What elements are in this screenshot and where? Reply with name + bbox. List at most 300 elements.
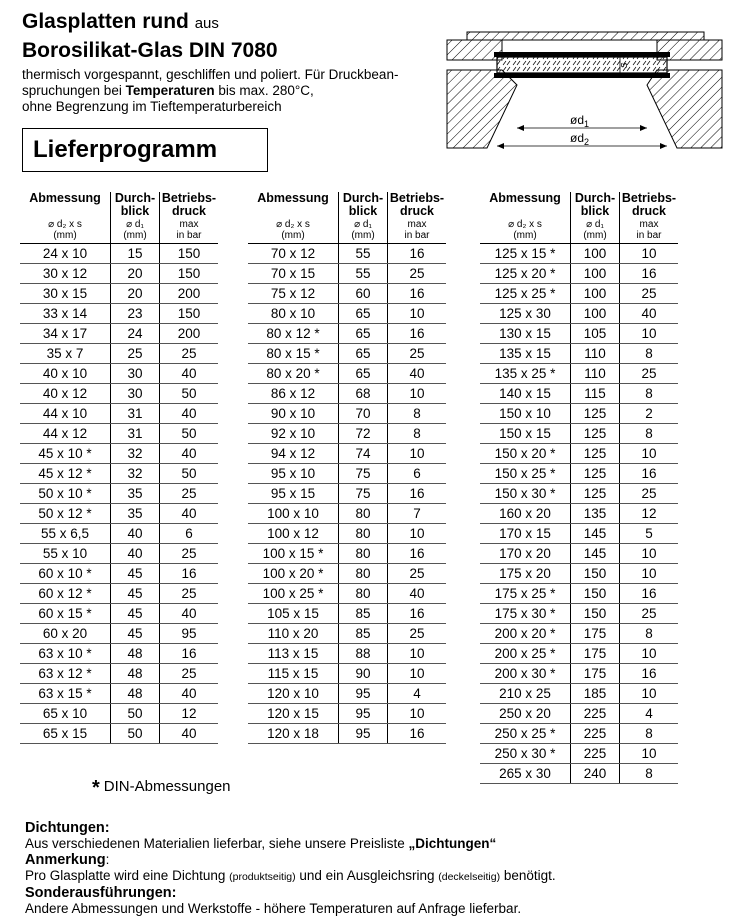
cell-betriebsdruck: 7 bbox=[388, 504, 447, 524]
cell-betriebsdruck: 10 bbox=[620, 644, 679, 664]
table-row bbox=[480, 244, 678, 264]
cell-betriebsdruck: 8 bbox=[620, 764, 679, 784]
col-header-druck-b: druck bbox=[171, 204, 207, 218]
cell-betriebsdruck: 40 bbox=[620, 304, 679, 324]
cell-abmessung: 55 x 10 bbox=[20, 544, 111, 564]
unit-d1-a: ⌀ d₁ bbox=[354, 219, 372, 230]
table-row bbox=[480, 464, 678, 484]
table-row bbox=[480, 324, 678, 344]
cell-abmessung: 100 x 20 * bbox=[248, 564, 339, 584]
cell-durchblick: 80 bbox=[339, 584, 388, 604]
table-row bbox=[20, 424, 218, 444]
table-row bbox=[480, 524, 678, 544]
dichtungen-body: Aus verschiedenen Materialien lieferbar, siehe unsere Preisliste bbox=[25, 836, 409, 851]
technical-drawing bbox=[442, 30, 727, 160]
cell-durchblick: 145 bbox=[571, 544, 620, 564]
cell-durchblick: 175 bbox=[571, 624, 620, 644]
col-header-durchblick-b: blick bbox=[348, 204, 378, 218]
cell-durchblick: 80 bbox=[339, 504, 388, 524]
cell-durchblick: 150 bbox=[571, 604, 620, 624]
cell-betriebsdruck: 6 bbox=[388, 464, 447, 484]
cell-durchblick: 65 bbox=[339, 324, 388, 344]
unit-max-bar-b: in bar bbox=[176, 230, 202, 241]
unit-d2-s-a: ⌀ d₂ x s bbox=[48, 219, 82, 230]
cell-abmessung: 33 x 14 bbox=[20, 304, 111, 324]
cell-abmessung: 45 x 12 * bbox=[20, 464, 111, 484]
cell-betriebsdruck: 10 bbox=[620, 544, 679, 564]
table-row bbox=[248, 324, 446, 344]
cell-durchblick: 175 bbox=[571, 644, 620, 664]
cell-betriebsdruck: 40 bbox=[160, 604, 219, 624]
table-row bbox=[480, 424, 678, 444]
cell-betriebsdruck: 25 bbox=[620, 364, 679, 384]
cell-betriebsdruck: 8 bbox=[620, 624, 679, 644]
intro-line-1: thermisch vorgespannt, geschliffen und poliert. Für Druckbean- bbox=[22, 67, 399, 82]
table-row bbox=[248, 304, 446, 324]
cell-durchblick: 125 bbox=[571, 464, 620, 484]
col-header-durchblick-a: Durch- bbox=[114, 191, 156, 205]
cell-abmessung: 40 x 12 bbox=[20, 384, 111, 404]
cell-betriebsdruck: 25 bbox=[160, 584, 219, 604]
table-row bbox=[480, 624, 678, 644]
cell-durchblick: 35 bbox=[111, 484, 160, 504]
cell-durchblick: 65 bbox=[339, 304, 388, 324]
intro-temperature-bold: Temperaturen bbox=[125, 83, 215, 98]
anmerkung-heading bbox=[25, 852, 725, 868]
cell-betriebsdruck: 6 bbox=[160, 524, 219, 544]
cell-durchblick: 88 bbox=[339, 644, 388, 664]
cell-durchblick: 48 bbox=[111, 644, 160, 664]
cell-betriebsdruck: 150 bbox=[160, 304, 219, 324]
table-header-row bbox=[480, 192, 678, 218]
cell-durchblick: 125 bbox=[571, 444, 620, 464]
cell-abmessung: 150 x 20 * bbox=[480, 444, 571, 464]
col-header-druck-b: druck bbox=[399, 204, 435, 218]
cell-abmessung: 250 x 20 bbox=[480, 704, 571, 724]
unit-d2-s-a: ⌀ d₂ x s bbox=[508, 219, 542, 230]
table-row bbox=[480, 284, 678, 304]
page-title bbox=[22, 10, 219, 34]
cell-betriebsdruck: 10 bbox=[388, 384, 447, 404]
table-row bbox=[20, 604, 218, 624]
cell-durchblick: 65 bbox=[339, 364, 388, 384]
table-row bbox=[480, 264, 678, 284]
table-row bbox=[20, 344, 218, 364]
cell-abmessung: 115 x 15 bbox=[248, 664, 339, 684]
cell-durchblick: 150 bbox=[571, 564, 620, 584]
table-row bbox=[20, 384, 218, 404]
table-row bbox=[480, 384, 678, 404]
table-row bbox=[480, 604, 678, 624]
cell-durchblick: 150 bbox=[571, 584, 620, 604]
table-row bbox=[20, 644, 218, 664]
cell-betriebsdruck: 16 bbox=[620, 664, 679, 684]
cell-betriebsdruck: 25 bbox=[388, 564, 447, 584]
page-subtitle: Borosilikat-Glas DIN 7080 bbox=[22, 39, 278, 62]
cell-abmessung: 210 x 25 bbox=[480, 684, 571, 704]
cell-durchblick: 55 bbox=[339, 244, 388, 264]
table-row bbox=[480, 364, 678, 384]
table-row bbox=[248, 424, 446, 444]
cell-betriebsdruck: 10 bbox=[620, 444, 679, 464]
cell-durchblick: 100 bbox=[571, 284, 620, 304]
table-row bbox=[480, 344, 678, 364]
cell-abmessung: 44 x 12 bbox=[20, 424, 111, 444]
cell-abmessung: 265 x 30 bbox=[480, 764, 571, 784]
cell-durchblick: 115 bbox=[571, 384, 620, 404]
lieferprogramm-box: Lieferprogramm bbox=[22, 128, 268, 172]
cell-betriebsdruck: 16 bbox=[388, 544, 447, 564]
table-row bbox=[248, 564, 446, 584]
unit-d1-a: ⌀ d₁ bbox=[126, 219, 144, 230]
unit-max-bar-b: in bar bbox=[636, 230, 662, 241]
spec-table-3 bbox=[480, 192, 678, 784]
cell-durchblick: 45 bbox=[111, 624, 160, 644]
cell-abmessung: 113 x 15 bbox=[248, 644, 339, 664]
intro-line-2-post: bis max. 280°C, bbox=[214, 83, 314, 98]
cell-betriebsdruck: 10 bbox=[620, 684, 679, 704]
cell-durchblick: 72 bbox=[339, 424, 388, 444]
table-row bbox=[20, 284, 218, 304]
table-row bbox=[248, 364, 446, 384]
cell-betriebsdruck: 16 bbox=[388, 484, 447, 504]
cell-betriebsdruck: 95 bbox=[160, 624, 219, 644]
din-star: * bbox=[92, 777, 100, 799]
cell-abmessung: 60 x 15 * bbox=[20, 604, 111, 624]
cell-abmessung: 105 x 15 bbox=[248, 604, 339, 624]
cell-durchblick: 80 bbox=[339, 524, 388, 544]
unit-max-bar bbox=[620, 218, 679, 244]
cell-betriebsdruck: 40 bbox=[160, 444, 219, 464]
unit-d1 bbox=[339, 218, 388, 244]
cell-betriebsdruck: 16 bbox=[388, 244, 447, 264]
cell-durchblick: 80 bbox=[339, 564, 388, 584]
col-header-abmessung: Abmessung bbox=[29, 191, 101, 205]
cell-betriebsdruck: 16 bbox=[620, 264, 679, 284]
intro-line-3: ohne Begrenzung im Tieftemperaturbereich bbox=[22, 99, 282, 114]
col-header-betriebsdruck bbox=[388, 192, 447, 218]
unit-d1-b: (mm) bbox=[123, 230, 147, 241]
table-row bbox=[20, 724, 218, 744]
dichtungen-title: Dichtungen: bbox=[25, 820, 110, 836]
cell-betriebsdruck: 12 bbox=[620, 504, 679, 524]
cell-betriebsdruck: 40 bbox=[388, 584, 447, 604]
cell-abmessung: 120 x 15 bbox=[248, 704, 339, 724]
col-header-durchblick-a: Durch- bbox=[342, 191, 384, 205]
cell-betriebsdruck: 10 bbox=[620, 324, 679, 344]
cell-betriebsdruck: 150 bbox=[160, 244, 219, 264]
table-header-row bbox=[248, 192, 446, 218]
cell-abmessung: 130 x 15 bbox=[480, 324, 571, 344]
cell-betriebsdruck: 40 bbox=[160, 724, 219, 744]
table-row bbox=[480, 444, 678, 464]
cell-abmessung: 34 x 17 bbox=[20, 324, 111, 344]
table-row bbox=[20, 324, 218, 344]
table-row bbox=[248, 444, 446, 464]
table-row bbox=[480, 744, 678, 764]
cell-abmessung: 250 x 30 * bbox=[480, 744, 571, 764]
unit-d2-s-a: ⌀ d₂ x s bbox=[276, 219, 310, 230]
table-row bbox=[248, 584, 446, 604]
cell-durchblick: 45 bbox=[111, 604, 160, 624]
cell-durchblick: 23 bbox=[111, 304, 160, 324]
cell-betriebsdruck: 200 bbox=[160, 324, 219, 344]
anmerkung-colon: : bbox=[105, 852, 110, 867]
cell-abmessung: 200 x 20 * bbox=[480, 624, 571, 644]
table-row bbox=[248, 684, 446, 704]
cell-betriebsdruck: 40 bbox=[160, 404, 219, 424]
cell-betriebsdruck: 2 bbox=[620, 404, 679, 424]
cell-durchblick: 240 bbox=[571, 764, 620, 784]
table-row bbox=[20, 404, 218, 424]
cell-betriebsdruck: 10 bbox=[620, 244, 679, 264]
cell-abmessung: 63 x 10 * bbox=[20, 644, 111, 664]
col-header-druck-a: Betriebs- bbox=[621, 191, 677, 205]
cell-durchblick: 24 bbox=[111, 324, 160, 344]
cell-abmessung: 125 x 15 * bbox=[480, 244, 571, 264]
table-row bbox=[248, 284, 446, 304]
cell-durchblick: 95 bbox=[339, 724, 388, 744]
cell-betriebsdruck: 8 bbox=[388, 424, 447, 444]
col-header-abmessung: Abmessung bbox=[489, 191, 561, 205]
cell-durchblick: 20 bbox=[111, 284, 160, 304]
unit-max-bar bbox=[160, 218, 219, 244]
unit-d1-b: (mm) bbox=[351, 230, 375, 241]
cell-durchblick: 55 bbox=[339, 264, 388, 284]
cell-betriebsdruck: 10 bbox=[388, 524, 447, 544]
table-row bbox=[480, 684, 678, 704]
cell-abmessung: 92 x 10 bbox=[248, 424, 339, 444]
cell-durchblick: 125 bbox=[571, 484, 620, 504]
cell-durchblick: 50 bbox=[111, 704, 160, 724]
cell-betriebsdruck: 16 bbox=[388, 604, 447, 624]
cell-abmessung: 110 x 20 bbox=[248, 624, 339, 644]
cell-abmessung: 40 x 10 bbox=[20, 364, 111, 384]
cell-betriebsdruck: 16 bbox=[388, 324, 447, 344]
cell-betriebsdruck: 25 bbox=[388, 264, 447, 284]
unit-max-bar bbox=[388, 218, 447, 244]
cell-abmessung: 80 x 10 bbox=[248, 304, 339, 324]
cell-durchblick: 48 bbox=[111, 664, 160, 684]
table-row bbox=[248, 244, 446, 264]
cell-abmessung: 250 x 25 * bbox=[480, 724, 571, 744]
cell-abmessung: 45 x 10 * bbox=[20, 444, 111, 464]
table-row bbox=[248, 644, 446, 664]
cell-durchblick: 30 bbox=[111, 384, 160, 404]
cell-abmessung: 50 x 12 * bbox=[20, 504, 111, 524]
cell-abmessung: 150 x 10 bbox=[480, 404, 571, 424]
cell-betriebsdruck: 25 bbox=[620, 604, 679, 624]
cell-abmessung: 30 x 12 bbox=[20, 264, 111, 284]
cell-durchblick: 145 bbox=[571, 524, 620, 544]
table-row bbox=[480, 484, 678, 504]
anmerkung-part-b: und ein Ausgleichsring bbox=[295, 868, 439, 883]
cell-durchblick: 15 bbox=[111, 244, 160, 264]
col-header-durchblick bbox=[111, 192, 160, 218]
table-row bbox=[20, 624, 218, 644]
anmerkung-small-1: (produktseitig) bbox=[229, 871, 296, 883]
cell-durchblick: 60 bbox=[339, 284, 388, 304]
table-row bbox=[20, 484, 218, 504]
spec-table-2 bbox=[248, 192, 446, 744]
table-row bbox=[248, 344, 446, 364]
cell-abmessung: 60 x 12 * bbox=[20, 584, 111, 604]
cell-durchblick: 125 bbox=[571, 404, 620, 424]
anmerkung-part-a: Pro Glasplatte wird eine Dichtung bbox=[25, 868, 230, 883]
table-row bbox=[248, 384, 446, 404]
cell-durchblick: 80 bbox=[339, 544, 388, 564]
cell-durchblick: 85 bbox=[339, 604, 388, 624]
table-row bbox=[248, 724, 446, 744]
cell-durchblick: 225 bbox=[571, 724, 620, 744]
cell-betriebsdruck: 16 bbox=[388, 724, 447, 744]
cell-betriebsdruck: 16 bbox=[160, 564, 219, 584]
cell-betriebsdruck: 40 bbox=[160, 364, 219, 384]
title-suffix: aus bbox=[194, 15, 219, 32]
cell-abmessung: 170 x 20 bbox=[480, 544, 571, 564]
cell-abmessung: 80 x 12 * bbox=[248, 324, 339, 344]
table-row bbox=[20, 444, 218, 464]
table-row bbox=[20, 504, 218, 524]
cell-abmessung: 175 x 30 * bbox=[480, 604, 571, 624]
unit-d1 bbox=[111, 218, 160, 244]
cell-abmessung: 60 x 20 bbox=[20, 624, 111, 644]
cell-betriebsdruck: 10 bbox=[388, 444, 447, 464]
cell-durchblick: 75 bbox=[339, 484, 388, 504]
s-label: s bbox=[618, 62, 630, 68]
cell-durchblick: 100 bbox=[571, 304, 620, 324]
cell-durchblick: 40 bbox=[111, 524, 160, 544]
spec-table-1 bbox=[20, 192, 218, 744]
cell-abmessung: 75 x 12 bbox=[248, 284, 339, 304]
cell-abmessung: 55 x 6,5 bbox=[20, 524, 111, 544]
table-row bbox=[20, 364, 218, 384]
anmerkung-part-c: benötigt. bbox=[500, 868, 556, 883]
cell-betriebsdruck: 8 bbox=[388, 404, 447, 424]
cell-betriebsdruck: 10 bbox=[620, 744, 679, 764]
cell-betriebsdruck: 10 bbox=[388, 664, 447, 684]
table-row bbox=[20, 704, 218, 724]
intro-text bbox=[22, 67, 398, 115]
cell-abmessung: 70 x 15 bbox=[248, 264, 339, 284]
table-row bbox=[248, 604, 446, 624]
cell-durchblick: 30 bbox=[111, 364, 160, 384]
unit-max-bar-a: max bbox=[179, 219, 199, 230]
anmerkung-small-2: (deckelseitig) bbox=[438, 871, 501, 883]
cell-durchblick: 175 bbox=[571, 664, 620, 684]
cell-durchblick: 70 bbox=[339, 404, 388, 424]
cell-abmessung: 30 x 15 bbox=[20, 284, 111, 304]
dichtungen-text bbox=[25, 836, 725, 852]
table-row bbox=[248, 524, 446, 544]
cell-durchblick: 31 bbox=[111, 404, 160, 424]
cell-abmessung: 125 x 30 bbox=[480, 304, 571, 324]
table-row bbox=[20, 304, 218, 324]
table-row bbox=[20, 524, 218, 544]
title-main: Glasplatten rund bbox=[22, 10, 189, 33]
cell-durchblick: 125 bbox=[571, 424, 620, 444]
cell-durchblick: 95 bbox=[339, 684, 388, 704]
col-header-betriebsdruck bbox=[160, 192, 219, 218]
cell-durchblick: 105 bbox=[571, 324, 620, 344]
cell-betriebsdruck: 25 bbox=[160, 544, 219, 564]
din-footnote bbox=[92, 777, 231, 800]
cell-betriebsdruck: 25 bbox=[160, 484, 219, 504]
table-row bbox=[248, 704, 446, 724]
cell-betriebsdruck: 16 bbox=[160, 644, 219, 664]
cell-abmessung: 120 x 10 bbox=[248, 684, 339, 704]
unit-d2-s-b: (mm) bbox=[281, 230, 305, 241]
cell-abmessung: 150 x 15 bbox=[480, 424, 571, 444]
cell-abmessung: 24 x 10 bbox=[20, 244, 111, 264]
din-note-text: DIN-Abmessungen bbox=[103, 778, 231, 795]
cell-abmessung: 95 x 15 bbox=[248, 484, 339, 504]
cell-durchblick: 110 bbox=[571, 344, 620, 364]
cell-durchblick: 225 bbox=[571, 704, 620, 724]
cell-abmessung: 94 x 12 bbox=[248, 444, 339, 464]
cell-abmessung: 63 x 15 * bbox=[20, 684, 111, 704]
table-header-row bbox=[20, 192, 218, 218]
table-row bbox=[480, 764, 678, 784]
cell-abmessung: 175 x 25 * bbox=[480, 584, 571, 604]
cell-durchblick: 85 bbox=[339, 624, 388, 644]
table-row bbox=[248, 504, 446, 524]
cell-durchblick: 185 bbox=[571, 684, 620, 704]
cell-betriebsdruck: 25 bbox=[388, 344, 447, 364]
table-row bbox=[480, 544, 678, 564]
cell-durchblick: 225 bbox=[571, 744, 620, 764]
cell-abmessung: 90 x 10 bbox=[248, 404, 339, 424]
cell-abmessung: 80 x 20 * bbox=[248, 364, 339, 384]
cell-abmessung: 100 x 10 bbox=[248, 504, 339, 524]
cell-durchblick: 20 bbox=[111, 264, 160, 284]
d2-label: $ød_2$ bbox=[570, 131, 590, 147]
cell-betriebsdruck: 12 bbox=[160, 704, 219, 724]
cell-abmessung: 150 x 30 * bbox=[480, 484, 571, 504]
cell-betriebsdruck: 8 bbox=[620, 344, 679, 364]
cell-betriebsdruck: 50 bbox=[160, 464, 219, 484]
unit-d2-s-b: (mm) bbox=[53, 230, 77, 241]
table-row bbox=[248, 624, 446, 644]
cell-betriebsdruck: 8 bbox=[620, 724, 679, 744]
cell-abmessung: 150 x 25 * bbox=[480, 464, 571, 484]
table-row bbox=[20, 564, 218, 584]
table-row bbox=[480, 304, 678, 324]
col-header-durchblick-a: Durch- bbox=[574, 191, 616, 205]
cell-betriebsdruck: 50 bbox=[160, 384, 219, 404]
sonder-title: Sonderausführungen: bbox=[25, 885, 177, 901]
col-header-druck-a: Betriebs- bbox=[161, 191, 217, 205]
cell-durchblick: 48 bbox=[111, 684, 160, 704]
cell-abmessung: 63 x 12 * bbox=[20, 664, 111, 684]
notes-section bbox=[25, 820, 725, 917]
cell-durchblick: 100 bbox=[571, 264, 620, 284]
cell-abmessung: 44 x 10 bbox=[20, 404, 111, 424]
cell-abmessung: 70 x 12 bbox=[248, 244, 339, 264]
sonder-text: Andere Abmessungen und Werkstoffe - höhere Temperaturen auf Anfrage lieferbar. bbox=[25, 901, 522, 916]
cell-betriebsdruck: 16 bbox=[620, 464, 679, 484]
col-header-abmessung: Abmessung bbox=[257, 191, 329, 205]
cell-durchblick: 32 bbox=[111, 444, 160, 464]
table-row bbox=[248, 544, 446, 564]
table-row bbox=[248, 664, 446, 684]
cell-betriebsdruck: 16 bbox=[388, 284, 447, 304]
table-row bbox=[480, 564, 678, 584]
table-row bbox=[20, 544, 218, 564]
unit-d1-b: (mm) bbox=[583, 230, 607, 241]
table-row bbox=[480, 584, 678, 604]
cell-durchblick: 95 bbox=[339, 704, 388, 724]
